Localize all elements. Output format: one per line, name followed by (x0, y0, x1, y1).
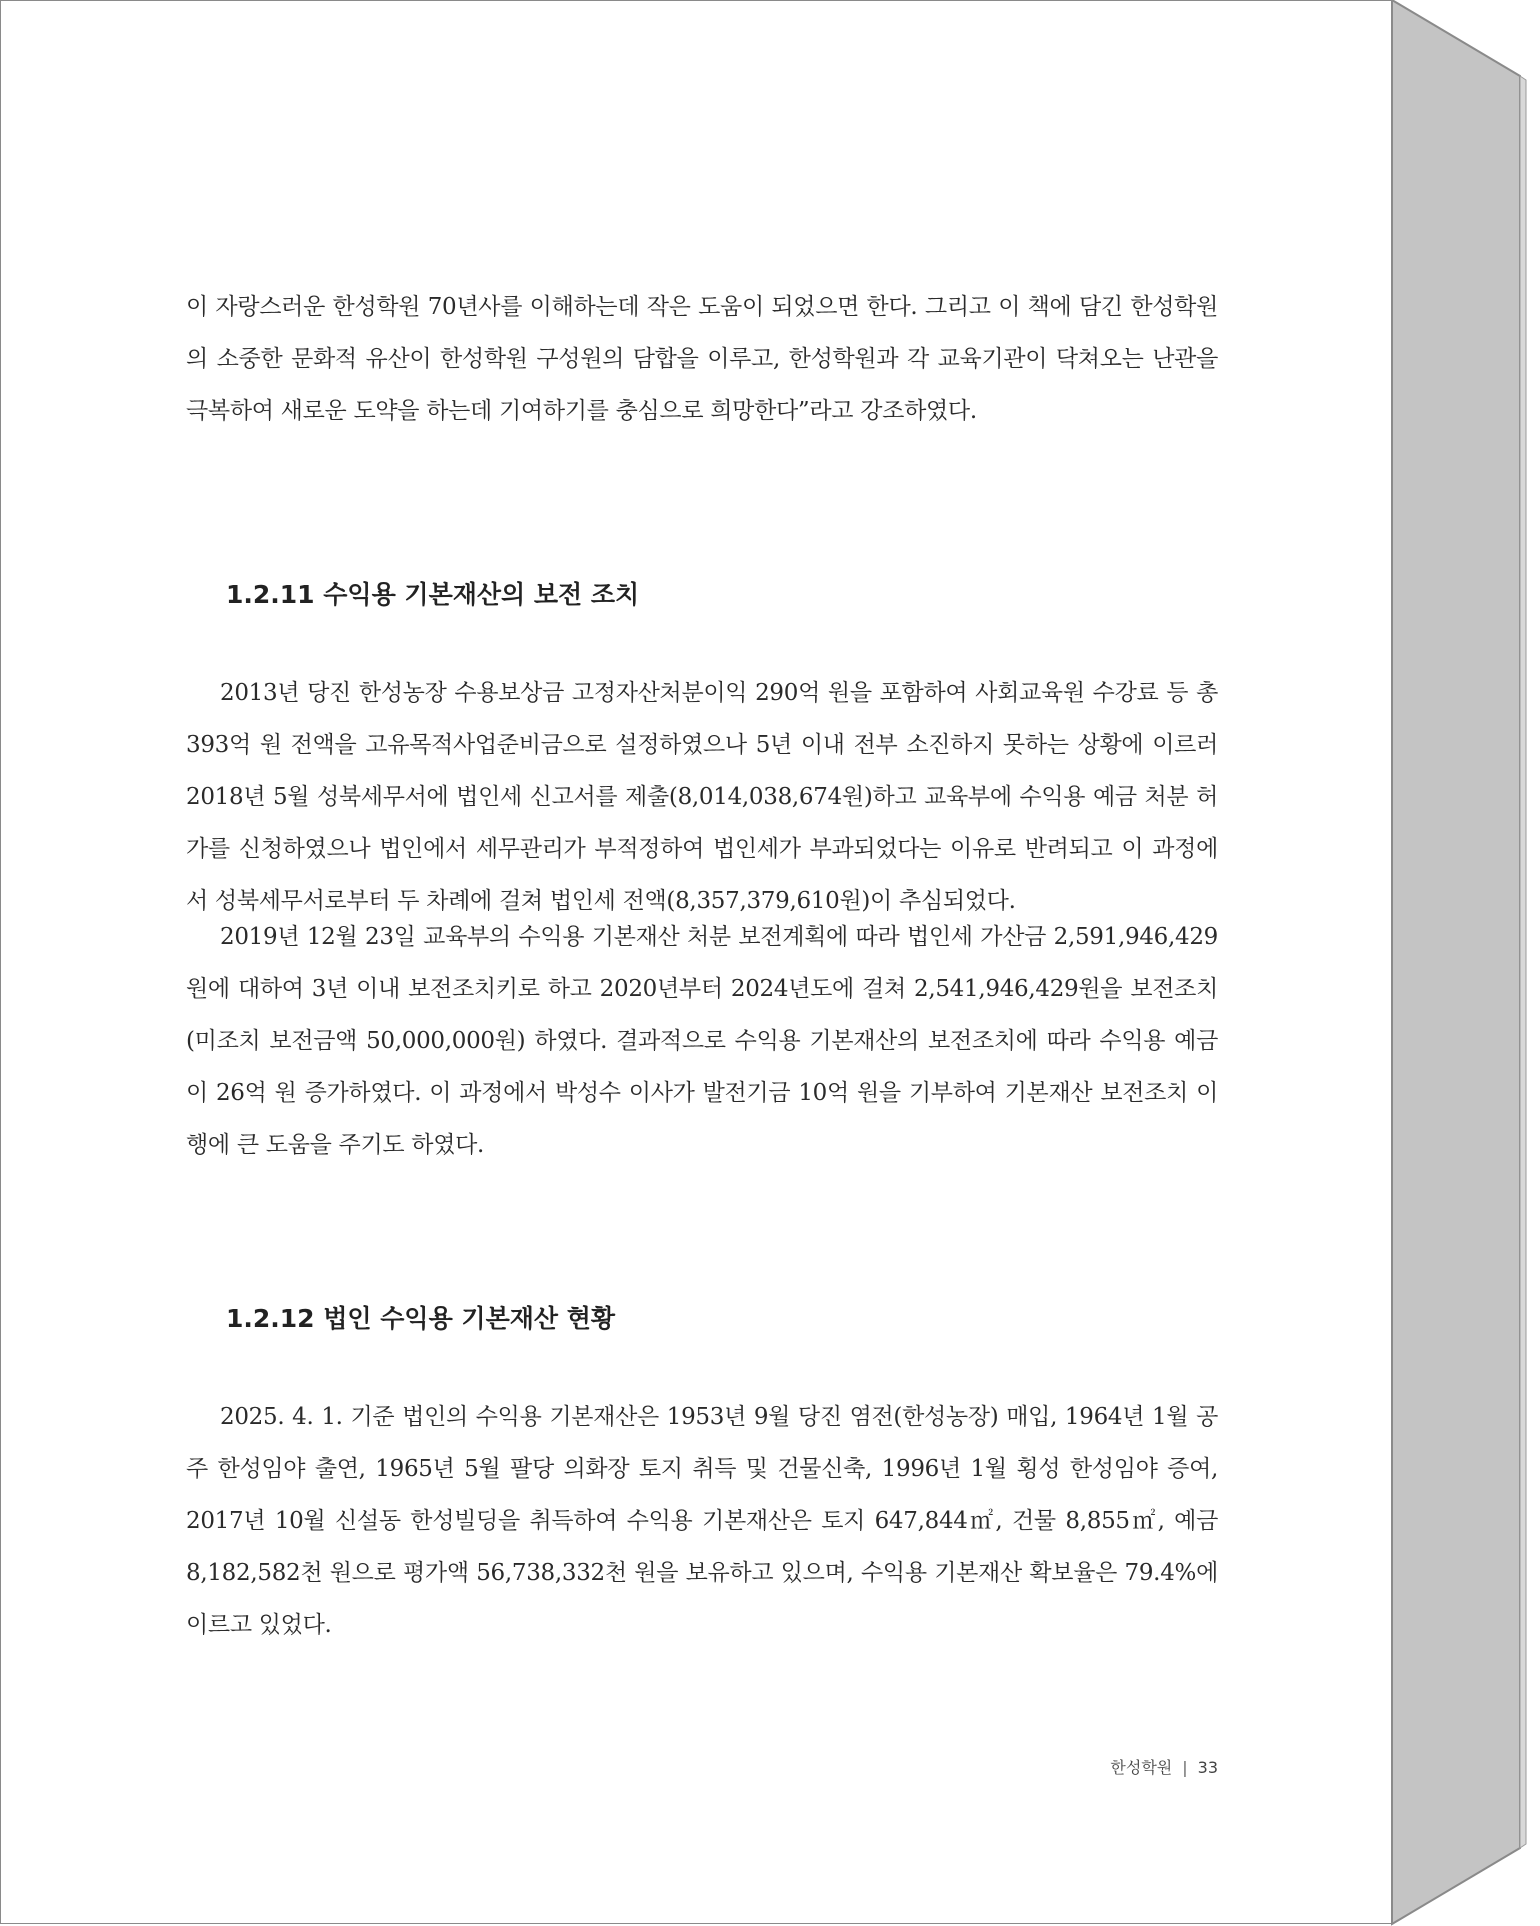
footer-separator: | (1182, 1758, 1188, 1777)
section-heading-1-2-11: 1.2.11 수익용 기본재산의 보전 조치 (226, 580, 640, 609)
page-side-shadow (1392, 0, 1520, 1924)
intro-paragraph: 이 자랑스러운 한성학원 70년사를 이해하는데 작은 도움이 되었으면 한다. 그리고 이 책에 담긴 한성학원의 소중한 문화적 유산이 한성학원 구성원의 담합을 이루고, 한성학원과 각 교육기관이 닥쳐오는 난관을 극복하여 새로운 도약을 하는데 기여하기를 충심으로 희망한다”라고 강조하였다. (186, 294, 1218, 424)
section-heading-1-2-12: 1.2.12 법인 수익용 기본재산 현황 (226, 1304, 616, 1333)
page-number: 33 (1197, 1758, 1218, 1777)
page-footer (1110, 1755, 1218, 1778)
section-1-2-11-paragraph-1: 2013년 당진 한성농장 수용보상금 고정자산처분이익 290억 원을 포함하여 사회교육원 수강료 등 총 393억 원 전액을 고유목적사업준비금으로 설정하였으나 5년 이내 전부 소진하지 못하는 상황에 이르러 2018년 5월 성북세무서에 법인세 신고서를 제출(8,014,038,674원)하고 교육부에 수익용 예금 처분 허가를 신청하였으나 법인에서 세무관리가 부적정하여 법인세가 부과되었다는 이유로 반려되고 이 과정에서 성북세무서로부터 두 차례에 걸쳐 법인세 전액(8,357,379,610원)이 추심되었다. (186, 680, 1218, 914)
section-1-2-12-paragraph: 2025. 4. 1. 기준 법인의 수익용 기본재산은 1953년 9월 당진 염전(한성농장) 매입, 1964년 1월 공주 한성임야 출연, 1965년 5월 팔당 의화장 토지 취득 및 건물신축, 1996년 1월 횡성 한성임야 증여, 2017년 10월 신설동 한성빌딩을 취득하여 수익용 기본재산은 토지 647,844㎡, 건물 8,855㎡, 예금 8,182,582천 원으로 평가액 56,738,332천 원을 보유하고 있으며, 수익용 기본재산 확보율은 79.4%에 이르고 있었다. (186, 1404, 1218, 1638)
footer-book-title: 한성학원 (1110, 1758, 1173, 1777)
section-1-2-11-paragraph-2: 2019년 12월 23일 교육부의 수익용 기본재산 처분 보전계획에 따라 법인세 가산금 2,591,946,429원에 대하여 3년 이내 보전조치키로 하고 2020년부터 2024년도에 걸쳐 2,541,946,429원을 보전조치(미조치 보전금액 50,000,000원) 하였다. 결과적으로 수익용 기본재산의 보전조치에 따라 수익용 예금이 26억 원 증가하였다. 이 과정에서 박성수 이사가 발전기금 10억 원을 기부하여 기본재산 보전조치 이행에 큰 도움을 주기도 하였다. (186, 924, 1218, 1158)
